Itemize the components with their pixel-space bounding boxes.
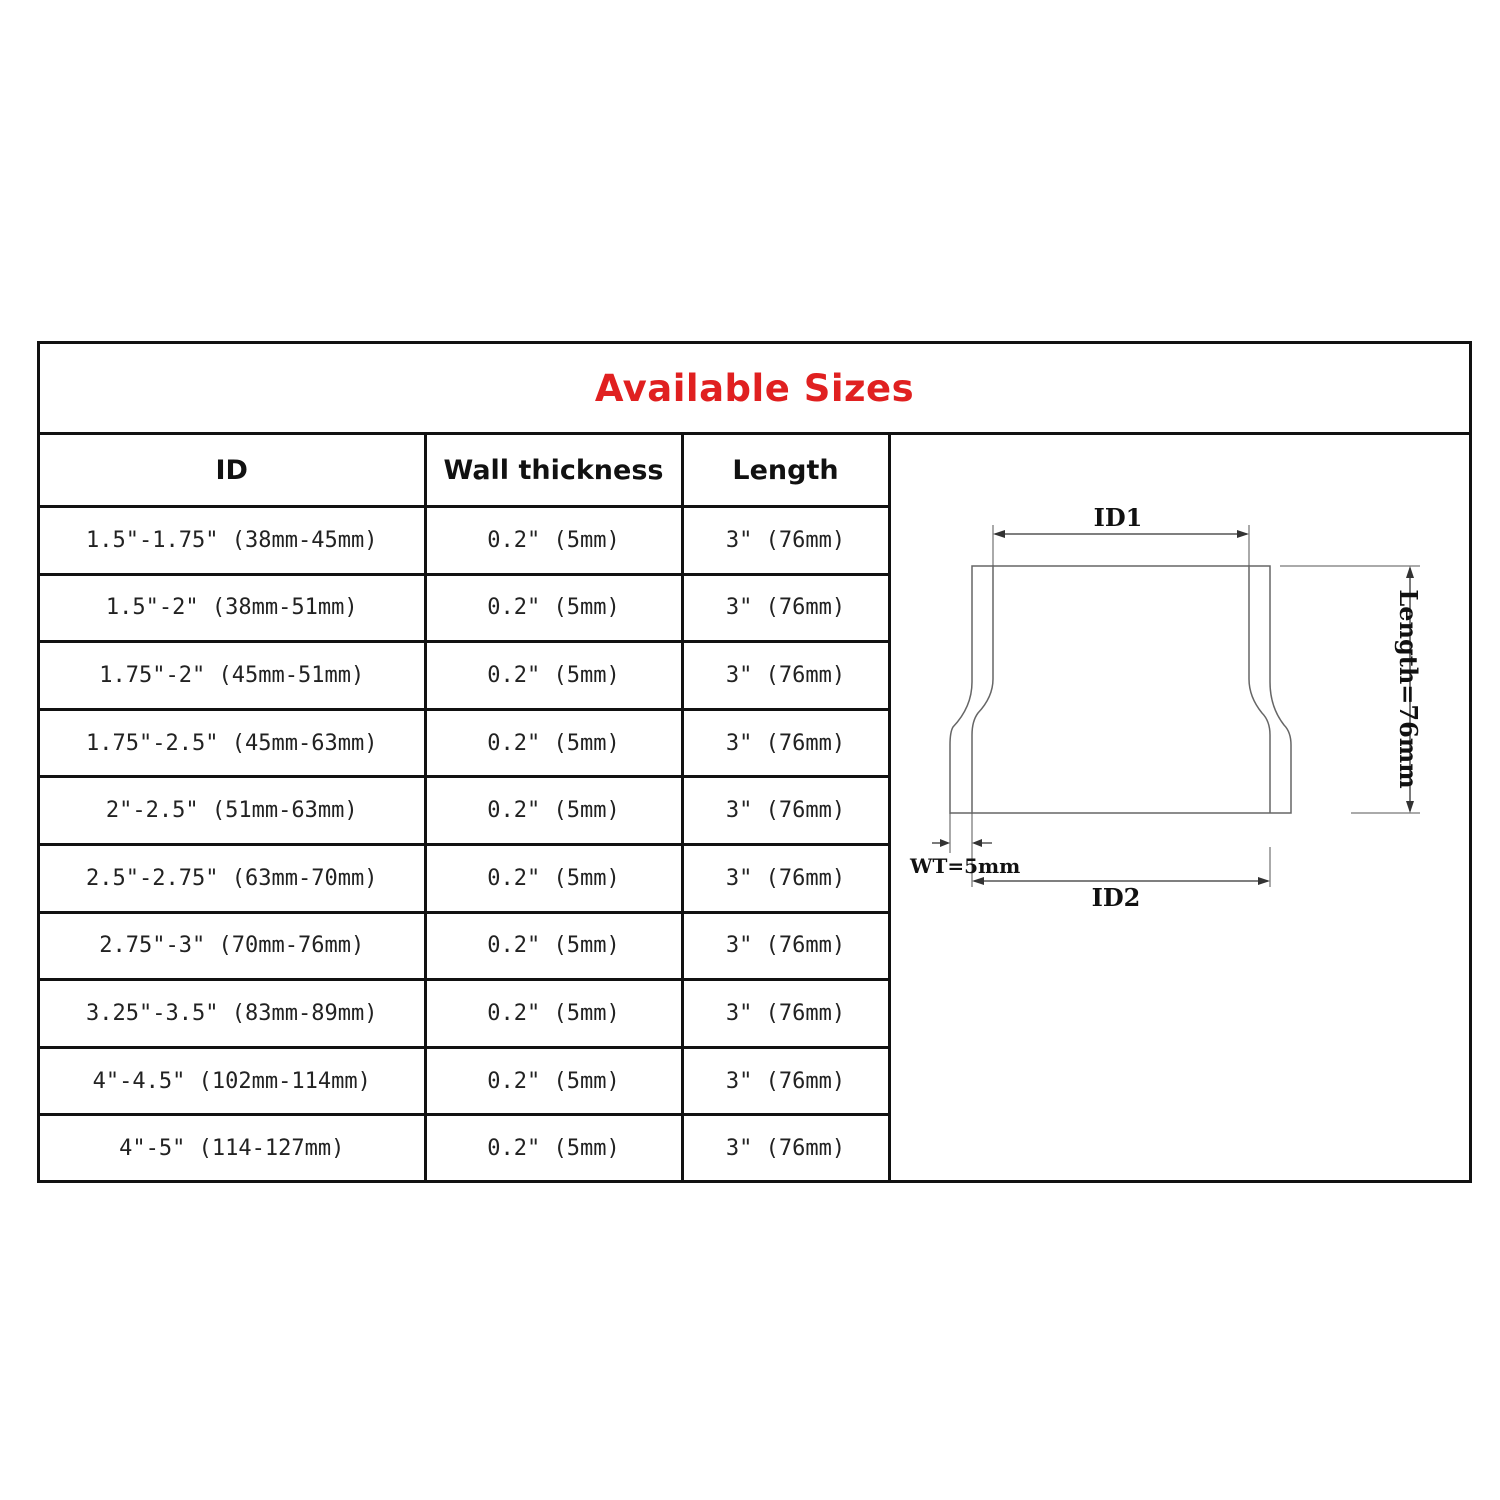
title-row [40, 344, 1469, 435]
cell-id: 1.75"-2.5" (45mm-63mm) [40, 709, 425, 777]
table-row [40, 507, 889, 575]
reducer-outline [950, 566, 1291, 813]
id2-label: ID2 [1091, 883, 1141, 912]
sizes-chart-frame [37, 341, 1472, 1183]
cell-id: 3.25"-3.5" (83mm-89mm) [40, 980, 425, 1048]
cell-wall-thickness: 0.2" (5mm) [425, 1047, 682, 1115]
cell-wall-thickness: 0.2" (5mm) [425, 912, 682, 980]
cell-length: 3" (76mm) [682, 642, 889, 710]
cell-id: 4"-4.5" (102mm-114mm) [40, 1047, 425, 1115]
cell-id: 1.75"-2" (45mm-51mm) [40, 642, 425, 710]
cell-id: 2"-2.5" (51mm-63mm) [40, 777, 425, 845]
cell-id: 4"-5" (114-127mm) [40, 1115, 425, 1181]
header-id: ID [40, 435, 425, 507]
cell-length: 3" (76mm) [682, 844, 889, 912]
cell-wall-thickness: 0.2" (5mm) [425, 642, 682, 710]
sizes-table [40, 435, 891, 1181]
cell-wall-thickness: 0.2" (5mm) [425, 980, 682, 1048]
cell-wall-thickness: 0.2" (5mm) [425, 777, 682, 845]
cell-wall-thickness: 0.2" (5mm) [425, 574, 682, 642]
cell-id: 1.5"-2" (38mm-51mm) [40, 574, 425, 642]
table-row [40, 1047, 889, 1115]
table-row [40, 844, 889, 912]
cell-wall-thickness: 0.2" (5mm) [425, 709, 682, 777]
cell-length: 3" (76mm) [682, 574, 889, 642]
table-row [40, 777, 889, 845]
reducer-inner-wall [972, 566, 1270, 813]
cell-length: 3" (76mm) [682, 709, 889, 777]
table-row [40, 642, 889, 710]
table-header-row [40, 435, 889, 507]
id1-label: ID1 [1093, 503, 1143, 532]
header-wall-thickness: Wall thickness [425, 435, 682, 507]
reducer-diagram [892, 435, 1469, 1180]
cell-length: 3" (76mm) [682, 777, 889, 845]
cell-wall-thickness: 0.2" (5mm) [425, 1115, 682, 1181]
length-label: Length=76mm [1394, 589, 1423, 789]
wt-label: WT=5mm [910, 854, 1021, 878]
table-row [40, 709, 889, 777]
wt-dimension [909, 813, 1020, 887]
chart-title: Available Sizes [594, 366, 915, 410]
table-row [40, 1115, 889, 1181]
table-row [40, 574, 889, 642]
cell-id: 2.75"-3" (70mm-76mm) [40, 912, 425, 980]
header-length: Length [682, 435, 889, 507]
cell-id: 2.5"-2.75" (63mm-70mm) [40, 844, 425, 912]
table-row [40, 980, 889, 1048]
cell-wall-thickness: 0.2" (5mm) [425, 844, 682, 912]
cell-length: 3" (76mm) [682, 912, 889, 980]
cell-length: 3" (76mm) [682, 980, 889, 1048]
cell-wall-thickness: 0.2" (5mm) [425, 507, 682, 575]
cell-length: 3" (76mm) [682, 1047, 889, 1115]
reducer-diagram-svg [892, 435, 1469, 1180]
cell-id: 1.5"-1.75" (38mm-45mm) [40, 507, 425, 575]
table-row [40, 912, 889, 980]
id1-dimension [993, 503, 1249, 566]
cell-length: 3" (76mm) [682, 1115, 889, 1181]
cell-length: 3" (76mm) [682, 507, 889, 575]
length-dimension [1280, 566, 1423, 813]
